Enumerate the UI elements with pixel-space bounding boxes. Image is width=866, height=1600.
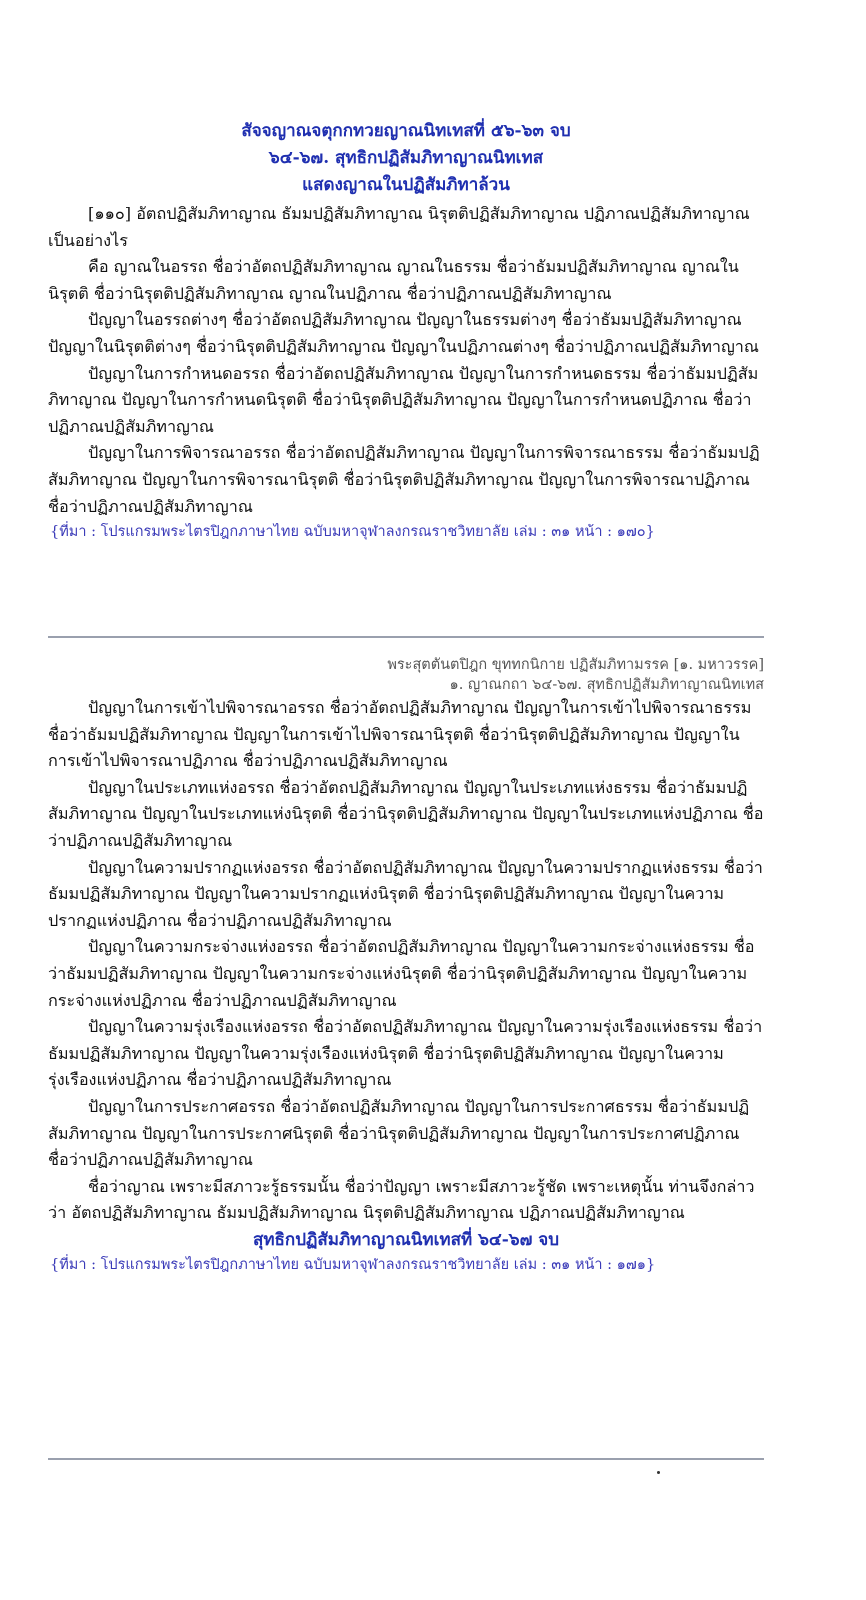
page-divider	[48, 1458, 764, 1460]
running-head-book: พระสุตตันตปิฎก ขุททกนิกาย ปฏิสัมภิทามรรค [๑. มหาวรรค]	[387, 657, 764, 673]
section-end-heading: สัจจญาณจตุกกทวยญาณนิทเทสที่ ๕๖-๖๓ จบ	[241, 121, 571, 141]
paragraph: ปัญญาในประเภทแห่งอรรถ ชื่อว่าอัตถปฏิสัมภิทาญาณ ปัญญาในประเภทแห่งธรรม ชื่อว่าธัมมปฏิสัมภิทาญาณ ปัญญาในประเภทแห่งนิรุตติ ชื่อว่านิรุตติปฏิสัมภิทาญาณ ปัญญาในประเภทแห่งปฏิภาณ ชื่อว่าปฏิภาณปฏิสัมภิทาญาณ	[48, 777, 764, 850]
paragraph: [๑๑๐] อัตถปฏิสัมภิทาญาณ ธัมมปฏิสัมภิทาญาณ นิรุตติปฏิสัมภิทาญาณ ปฏิภาณปฏิสัมภิทาญาณ เป็นอย่างไร	[48, 204, 750, 250]
speck-mark	[657, 1471, 660, 1474]
source-citation: {ที่มา : โปรแกรมพระไตรปิฎกภาษาไทย ฉบับมหาจุฬาลงกรณราชวิทยาลัย เล่ม : ๓๑ หน้า : ๑๗๐}	[50, 524, 655, 541]
paragraph: ปัญญาในความกระจ่างแห่งอรรถ ชื่อว่าอัตถปฏิสัมภิทาญาณ ปัญญาในความกระจ่างแห่งธรรม ชื่อว่าธัมมปฏิสัมภิทาญาณ ปัญญาในความกระจ่างแห่งนิรุตติ ชื่อว่านิรุตติปฏิสัมภิทาญาณ ปัญญาในความกระจ่างแห่งปฏิภาณ ชื่อว่าปฏิภาณปฏิสัมภิทาญาณ	[48, 937, 755, 1010]
paragraph: ปัญญาในอรรถต่างๆ ชื่อว่าอัตถปฏิสัมภิทาญาณ ปัญญาในธรรมต่างๆ ชื่อว่าธัมมปฏิสัมภิทาญาณ ปัญญาในนิรุตติต่างๆ ชื่อว่านิรุตติปฏิสัมภิทาญาณ ปัญญาในปฏิภาณต่างๆ ชื่อว่าปฏิภาณปฏิสัมภิทาญาณ	[48, 310, 759, 356]
source-citation: {ที่มา : โปรแกรมพระไตรปิฎกภาษาไทย ฉบับมหาจุฬาลงกรณราชวิทยาลัย เล่ม : ๓๑ หน้า : ๑๗๑}	[50, 1256, 656, 1273]
paragraph: ชื่อว่าญาณ เพราะมีสภาวะรู้ธรรมนั้น ชื่อว่าปัญญา เพราะมีสภาวะรู้ชัด เพราะเหตุนั้น ท่านจึงกล่าวว่า อัตถปฏิสัมภิทาญาณ ธัมมปฏิสัมภิทาญาณ นิรุตติปฏิสัมภิทาญาณ ปฏิภาณปฏิสัมภิทาญาณ	[48, 1176, 755, 1223]
section-heading-block	[48, 118, 764, 199]
section-end-heading: สุทธิกปฏิสัมภิทาญาณนิทเทสที่ ๖๔-๖๗ จบ	[252, 1229, 560, 1250]
running-head-chapter: ๑. ญาณกถา ๖๔-๖๗. สุทธิกปฏิสัมภิทาญาณนิทเทส	[449, 677, 764, 693]
paragraph: ปัญญาในความปรากฏแห่งอรรถ ชื่อว่าอัตถปฏิสัมภิทาญาณ ปัญญาในความปรากฏแห่งธรรม ชื่อว่าธัมมปฏิสัมภิทาญาณ ปัญญาในความปรากฏแห่งนิรุตติ ชื่อว่านิรุตติปฏิสัมภิทาญาณ ปัญญาในความปรากฏแห่งปฏิภาณ ชื่อว่าปฏิภาณปฏิสัมภิทาญาณ	[48, 857, 763, 930]
section-subtitle: แสดงญาณในปฏิสัมภิทาล้วน	[302, 175, 510, 195]
paragraph: คือ ญาณในอรรถ ชื่อว่าอัตถปฏิสัมภิทาญาณ ญาณในธรรม ชื่อว่าธัมมปฏิสัมภิทาญาณ ญาณในนิรุตติ ชื่อว่านิรุตติปฏิสัมภิทาญาณ ญาณในปฏิภาณ ชื่อว่าปฏิภาณปฏิสัมภิทาญาณ	[48, 257, 739, 303]
paragraph: ปัญญาในการพิจารณาอรรถ ชื่อว่าอัตถปฏิสัมภิทาญาณ ปัญญาในการพิจารณาธรรม ชื่อว่าธัมมปฏิสัมภิทาญาณ ปัญญาในการพิจารณานิรุตติ ชื่อว่านิรุตติปฏิสัมภิทาญาณ ปัญญาในการพิจารณาปฏิภาณ ชื่อว่าปฏิภาณปฏิสัมภิทาญาณ	[48, 443, 760, 516]
paragraph: ปัญญาในความรุ่งเรืองแห่งอรรถ ชื่อว่าอัตถปฏิสัมภิทาญาณ ปัญญาในความรุ่งเรืองแห่งธรรม ชื่อว่าธัมมปฏิสัมภิทาญาณ ปัญญาในความรุ่งเรืองแห่งนิรุตติ ชื่อว่านิรุตติปฏิสัมภิทาญาณ ปัญญาในความรุ่งเรืองแห่งปฏิภาณ ชื่อว่าปฏิภาณปฏิสัมภิทาญาณ	[48, 1017, 763, 1090]
paragraph: ปัญญาในการเข้าไปพิจารณาอรรถ ชื่อว่าอัตถปฏิสัมภิทาญาณ ปัญญาในการเข้าไปพิจารณาธรรม ชื่อว่าธัมมปฏิสัมภิทาญาณ ปัญญาในการเข้าไปพิจารณานิรุตติ ชื่อว่านิรุตติปฏิสัมภิทาญาณ ปัญญาในการเข้าไปพิจารณาปฏิภาณ ชื่อว่าปฏิภาณปฏิสัมภิทาญาณ	[48, 698, 752, 771]
section-title: ๖๔-๖๗. สุทธิกปฏิสัมภิทาญาณนิทเทส	[268, 148, 544, 168]
page1-body	[48, 201, 764, 544]
page-divider	[48, 636, 764, 638]
paragraph: ปัญญาในการกำหนดอรรถ ชื่อว่าอัตถปฏิสัมภิทาญาณ ปัญญาในการกำหนดธรรม ชื่อว่าธัมมปฏิสัมภิทาญาณ ปัญญาในการกำหนดนิรุตติ ชื่อว่านิรุตติปฏิสัมภิทาญาณ ปัญญาในการกำหนดปฏิภาณ ชื่อว่าปฏิภาณปฏิสัมภิทาญาณ	[48, 363, 759, 436]
paragraph: ปัญญาในการประกาศอรรถ ชื่อว่าอัตถปฏิสัมภิทาญาณ ปัญญาในการประกาศธรรม ชื่อว่าธัมมปฏิสัมภิทาญาณ ปัญญาในการประกาศนิรุตติ ชื่อว่านิรุตติปฏิสัมภิทาญาณ ปัญญาในการประกาศปฏิภาณ ชื่อว่าปฏิภาณปฏิสัมภิทาญาณ	[48, 1096, 750, 1170]
page2-body	[48, 695, 764, 1277]
